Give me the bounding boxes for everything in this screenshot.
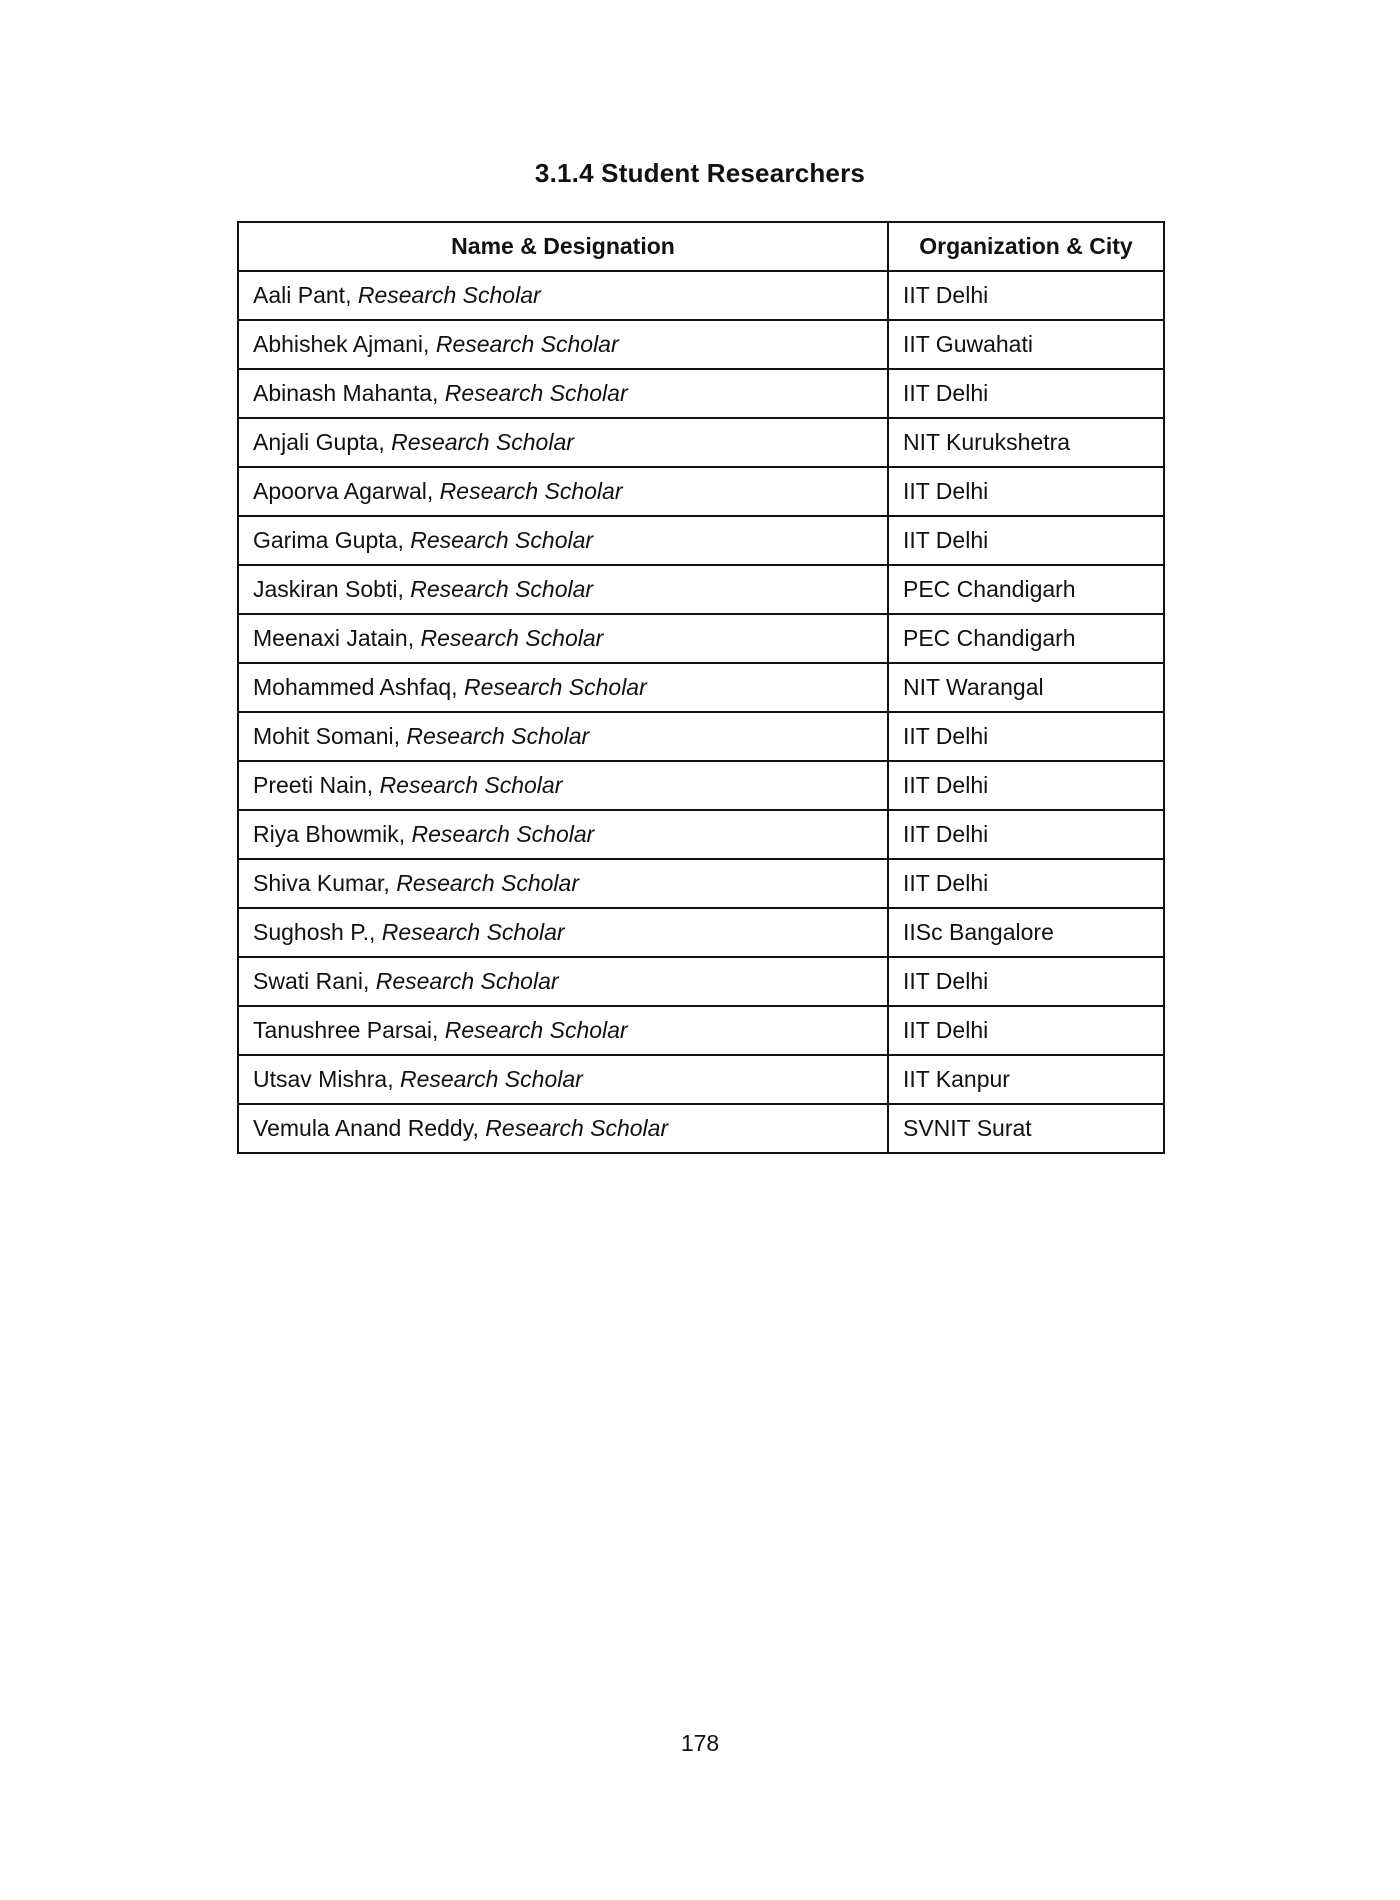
researcher-name: Preeti Nain xyxy=(253,772,367,798)
researcher-name: Riya Bhowmik xyxy=(253,821,399,847)
name-designation-cell: Sughosh P., Research Scholar xyxy=(238,908,888,957)
name-designation-cell: Meenaxi Jatain, Research Scholar xyxy=(238,614,888,663)
name-designation-cell: Utsav Mishra, Research Scholar xyxy=(238,1055,888,1104)
researcher-designation: Research Scholar xyxy=(379,772,563,798)
organization-city-cell: IIT Delhi xyxy=(888,1006,1164,1055)
table-header-row xyxy=(238,222,1164,271)
researcher-name: Abinash Mahanta xyxy=(253,380,433,406)
header-organization-city: Organization & City xyxy=(888,222,1164,271)
researcher-designation: Research Scholar xyxy=(420,625,604,651)
organization-city-cell: NIT Kurukshetra xyxy=(888,418,1164,467)
header-name-designation: Name & Designation xyxy=(238,222,888,271)
table-row xyxy=(238,1055,1164,1104)
researcher-designation: Research Scholar xyxy=(406,723,590,749)
researcher-designation: Research Scholar xyxy=(391,429,574,455)
organization-city-cell: IIT Delhi xyxy=(888,957,1164,1006)
page-title: 3.1.4 Student Researchers xyxy=(534,158,866,188)
table-row xyxy=(238,271,1164,320)
name-designation-cell: Tanushree Parsai, Research Scholar xyxy=(238,1006,888,1055)
organization-city-cell: IIT Delhi xyxy=(888,810,1164,859)
researcher-designation: Research Scholar xyxy=(410,576,594,602)
table-row xyxy=(238,908,1164,957)
researcher-name: Garima Gupta xyxy=(253,527,398,553)
organization-city-cell: IIT Kanpur xyxy=(888,1055,1164,1104)
table-row xyxy=(238,1006,1164,1055)
table-row xyxy=(238,957,1164,1006)
name-designation-cell: Mohit Somani, Research Scholar xyxy=(238,712,888,761)
name-designation-cell: Garima Gupta, Research Scholar xyxy=(238,516,888,565)
name-designation-cell: Abinash Mahanta, Research Scholar xyxy=(238,369,888,418)
researchers-table xyxy=(237,221,1165,1154)
researcher-name: Mohit Somani xyxy=(253,723,394,749)
organization-city-cell: IIT Delhi xyxy=(888,369,1164,418)
name-designation-cell: Riya Bhowmik, Research Scholar xyxy=(238,810,888,859)
table-row xyxy=(238,1104,1164,1153)
name-designation-cell: Aali Pant, Research Scholar xyxy=(238,271,888,320)
table-row xyxy=(238,859,1164,908)
researcher-designation: Research Scholar xyxy=(435,331,619,357)
name-designation-cell: Jaskiran Sobti, Research Scholar xyxy=(238,565,888,614)
name-designation-cell: Preeti Nain, Research Scholar xyxy=(238,761,888,810)
name-designation-cell: Shiva Kumar, Research Scholar xyxy=(238,859,888,908)
name-designation-cell: Swati Rani, Research Scholar xyxy=(238,957,888,1006)
researcher-designation: Research Scholar xyxy=(439,478,623,504)
table-row xyxy=(238,761,1164,810)
researcher-designation: Research Scholar xyxy=(411,821,595,847)
researcher-designation: Research Scholar xyxy=(410,527,594,553)
organization-city-cell: IIT Delhi xyxy=(888,761,1164,810)
table-row xyxy=(238,467,1164,516)
name-designation-cell: Apoorva Agarwal, Research Scholar xyxy=(238,467,888,516)
researcher-designation: Research Scholar xyxy=(396,870,579,896)
organization-city-cell: IIT Delhi xyxy=(888,271,1164,320)
table-row xyxy=(238,320,1164,369)
researcher-name: Vemula Anand Reddy xyxy=(253,1115,473,1141)
researcher-designation: Research Scholar xyxy=(381,919,565,945)
researcher-designation: Research Scholar xyxy=(444,1017,628,1043)
organization-city-cell: NIT Warangal xyxy=(888,663,1164,712)
researcher-name: Abhishek Ajmani xyxy=(253,331,424,357)
researcher-name: Aali Pant xyxy=(253,282,346,308)
table-row xyxy=(238,712,1164,761)
name-designation-cell: Anjali Gupta, Research Scholar xyxy=(238,418,888,467)
researcher-name: Swati Rani xyxy=(253,968,363,994)
table-row xyxy=(238,369,1164,418)
organization-city-cell: IIT Delhi xyxy=(888,516,1164,565)
table-row xyxy=(238,810,1164,859)
researcher-name: Meenaxi Jatain xyxy=(253,625,408,651)
researcher-designation: Research Scholar xyxy=(463,674,647,700)
table-row xyxy=(238,516,1164,565)
researcher-name: Anjali Gupta xyxy=(253,429,379,455)
organization-city-cell: IIT Delhi xyxy=(888,712,1164,761)
organization-city-cell: IISc Bangalore xyxy=(888,908,1164,957)
organization-city-cell: IIT Delhi xyxy=(888,467,1164,516)
organization-city-cell: PEC Chandigarh xyxy=(888,614,1164,663)
organization-city-cell: SVNIT Surat xyxy=(888,1104,1164,1153)
organization-city-cell: IIT Guwahati xyxy=(888,320,1164,369)
researcher-name: Apoorva Agarwal xyxy=(253,478,427,504)
table-row xyxy=(238,565,1164,614)
researcher-designation: Research Scholar xyxy=(444,380,628,406)
table-body xyxy=(238,271,1164,1153)
researcher-designation: Research Scholar xyxy=(375,968,559,994)
researcher-name: Tanushree Parsai xyxy=(253,1017,432,1043)
name-designation-cell: Abhishek Ajmani, Research Scholar xyxy=(238,320,888,369)
name-designation-cell: Mohammed Ashfaq, Research Scholar xyxy=(238,663,888,712)
page-number: 178 xyxy=(680,1730,720,1756)
organization-city-cell: PEC Chandigarh xyxy=(888,565,1164,614)
organization-city-cell: IIT Delhi xyxy=(888,859,1164,908)
researcher-designation: Research Scholar xyxy=(399,1066,583,1092)
table-row xyxy=(238,418,1164,467)
researcher-designation: Research Scholar xyxy=(485,1115,669,1141)
name-designation-cell: Vemula Anand Reddy, Research Scholar xyxy=(238,1104,888,1153)
table-row xyxy=(238,614,1164,663)
researcher-name: Jaskiran Sobti xyxy=(253,576,398,602)
researcher-name: Sughosh P. xyxy=(253,919,369,945)
researcher-name: Utsav Mishra xyxy=(253,1066,388,1092)
researcher-name: Mohammed Ashfaq xyxy=(253,674,452,700)
researcher-designation: Research Scholar xyxy=(357,282,541,308)
researcher-name: Shiva Kumar xyxy=(253,870,384,896)
table-row xyxy=(238,663,1164,712)
